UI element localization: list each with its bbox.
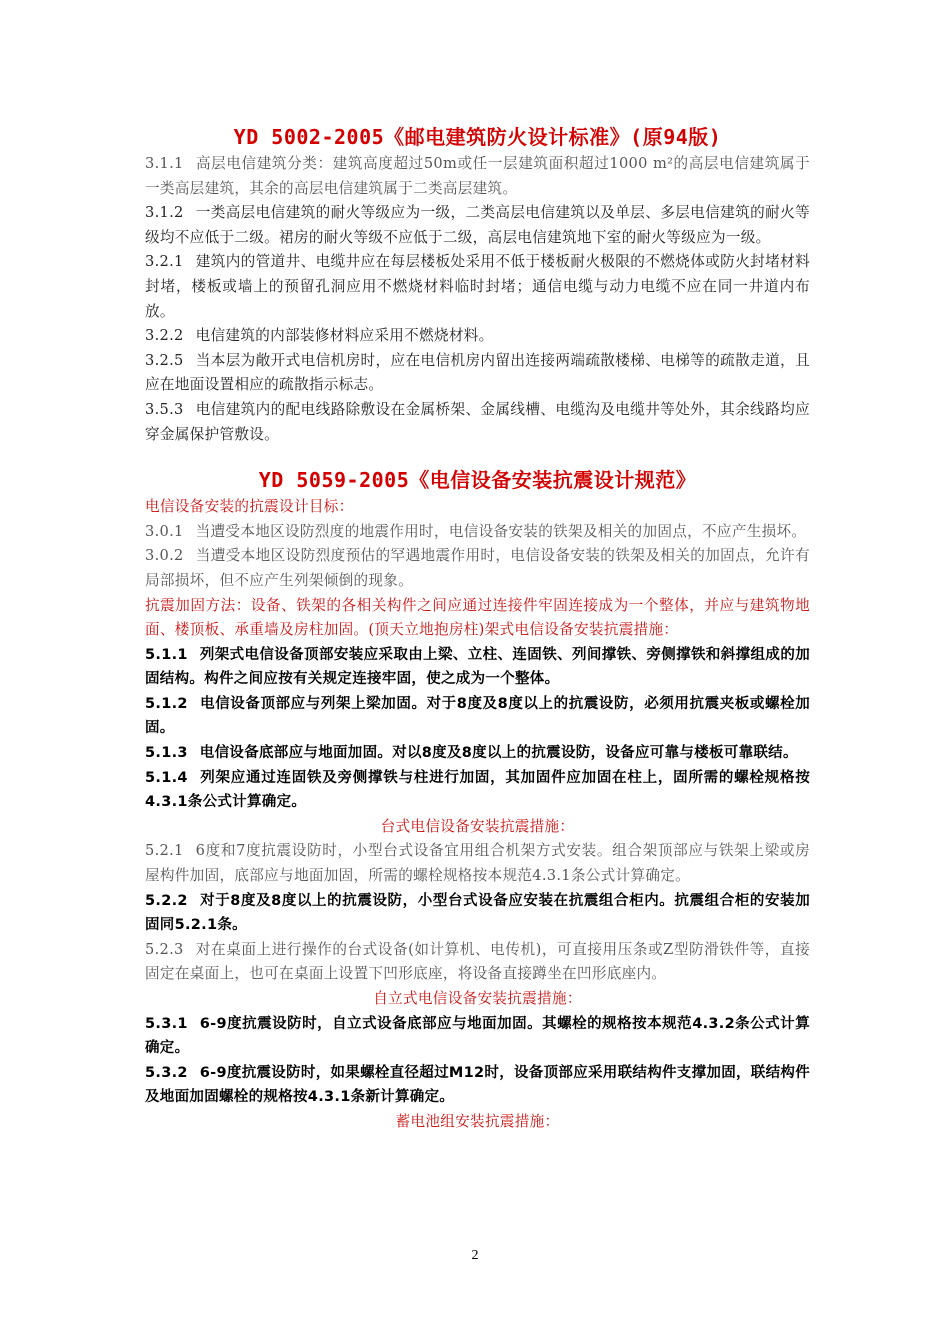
- clause-3-2-1: 3.2.1 建筑内的管道井、电缆井应在每层楼板处采用不低于楼板耐火极限的不燃烧体或防火封堵材料封堵，楼板或墙上的预留孔洞应用不燃烧材料临时封堵；通信电缆与动力电缆不应在同一井道内布放。: [145, 253, 810, 320]
- document-content: [145, 120, 810, 1135]
- clause-5-3-2: 5.3.2 6-9度抗震设防时，如果螺栓直径超过M12时，设备顶部应采用联结构件支撑加固，联结构件及地面加固螺栓的规格按4.3.1条新计算确定。: [145, 1064, 810, 1106]
- goal-heading: 电信设备安装的抗震设计目标：: [145, 498, 354, 516]
- clause-3-2-5: 3.2.5 当本层为敞开式电信机房时，应在电信机房内留出连接两端疏散楼梯、电梯等的疏散走道，且应在地面设置相应的疏散指示标志。: [145, 351, 810, 394]
- clause-3-1-2: 3.1.2 一类高层电信建筑的耐火等级应为一级，二类高层电信建筑以及单层、多层电信建筑的耐火等级均不应低于二级。裙房的耐火等级不应低于二级，高层电信建筑地下室的耐火等级应为一级。: [145, 204, 810, 246]
- reinforcement-method: 抗震加固方法：设备、铁架的各相关构件之间应通过连接件牢固连接成为一个整体，并应与建筑物地面、楼顶板、承重墙及房柱加固。(顶天立地抱房柱)架式电信设备安装抗震措施：: [145, 596, 810, 639]
- standing-heading: 自立式电信设备安装抗震措施：: [373, 990, 582, 1007]
- clause-5-1-3: 5.1.3 电信设备底部应与地面加固。对以8度及8度以上的抗震设防，设备应可靠与楼板可靠联结。: [145, 745, 798, 762]
- section1-title: YD 5002-2005《邮电建筑防火设计标准》(原94版): [233, 125, 722, 149]
- clause-3-2-2: 3.2.2 电信建筑的内部装修材料应采用不燃烧材料。: [145, 327, 494, 345]
- clause-3-0-2: 3.0.2 当遭受本地区设防烈度预估的罕遇地震作用时，电信设备安装的铁架及相关的加固点，允许有局部损坏，但不应产生列架倾倒的现象。: [145, 547, 810, 589]
- section2-body: [145, 495, 810, 1134]
- clause-5-2-2: 5.2.2 对于8度及8度以上的抗震设防，小型台式设备应安装在抗震组合柜内。抗震组合柜的安装加固同5.2.1条。: [145, 892, 810, 934]
- section1-body: [145, 152, 810, 447]
- clause-3-0-1: 3.0.1 当遭受本地区设防烈度的地震作用时，电信设备安装的铁架及相关的加固点，不应产生损坏。: [145, 522, 807, 540]
- desk-heading: 台式电信设备安装抗震措施：: [380, 817, 575, 835]
- section2-title: YD 5059-2005《电信设备安装抗震设计规范》: [258, 468, 697, 493]
- clause-5-1-4: 5.1.4 列架应通过连固铁及旁侧撑铁与柱进行加固，其加固件应加固在柱上，固所需的螺栓规格按4.3.1条公式计算确定。: [145, 769, 810, 811]
- page-number: 2: [471, 1248, 479, 1263]
- clause-5-1-1: 5.1.1 列架式电信设备顶部安装应采取由上梁、立柱、连固铁、列间撑铁、旁侧撑铁和斜撑组成的加固结构。构件之间应按有关规定连接牢固，使之成为一个整体。: [145, 646, 810, 688]
- clause-5-1-2: 5.1.2 电信设备顶部应与列架上梁加固。对于8度及8度以上的抗震设防，必须用抗震夹板或螺栓加固。: [145, 695, 810, 737]
- battery-heading: 蓄电池组安装抗震措施：: [395, 1112, 560, 1130]
- clause-5-2-1: 5.2.1 6度和7度抗震设防时，小型台式设备宜用组合机架方式安装。组合架顶部应与铁架上梁或房屋构件加固，底部应与地面加固，所需的螺栓规格按本规范4.3.1条公式计算确定。: [145, 842, 810, 885]
- clause-3-5-3: 3.5.3 电信建筑内的配电线路除敷设在金属桥架、金属线槽、电缆沟及电缆井等处外，其余线路均应穿金属保护管敷设。: [145, 400, 810, 443]
- clause-5-2-3: 5.2.3 对在桌面上进行操作的台式设备(如计算机、电传机)，可直接用压条或Z型防滑铁件等，直接固定在桌面上，也可在桌面上设置下凹形底座，将设备直接蹲坐在凹形底座内。: [145, 940, 810, 983]
- clause-3-1-1: 3.1.1 高层电信建筑分类：建筑高度超过50m或任一层建筑面积超过1000 m²的高层电信建筑属于一类高层建筑，其余的高层电信建筑属于二类高层建筑。: [145, 155, 810, 197]
- clause-5-3-1: 5.3.1 6-9度抗震设防时，自立式设备底部应与地面加固。其螺栓的规格按本规范4.3.2条公式计算确定。: [145, 1015, 810, 1057]
